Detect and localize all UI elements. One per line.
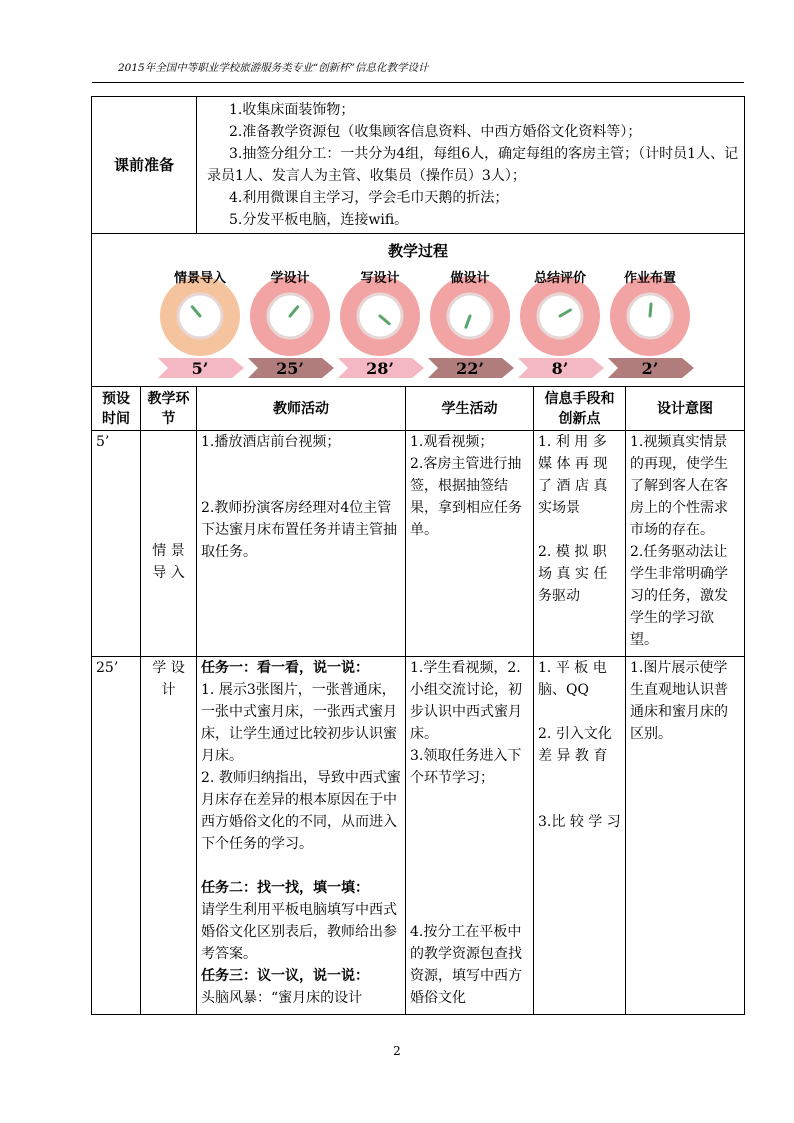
prep-list [197,97,745,234]
teacher-activity: 请学生利用平板电脑填写中西式婚俗文化区别表后，教师给出参考答案。 [201,902,398,962]
page-number: 2 [393,1044,401,1058]
process-stage [518,270,604,378]
prep-item: 3.抽签分组分工：一共分为4组，每组6人，确定每组的客房主管；（计时员1人、记录员1人、发言人为主管、收集员（操作员）3人）； [207,146,739,184]
student-activity: 3.领取任务进入下个环节学习； [410,748,522,786]
intent-item: 1.图片展示使学生直观地认识普通床和蜜月床的区别。 [630,660,729,742]
process-stage [248,270,334,378]
student-activity: 2.客房主管进行抽签，根据抽签结果，拿到相应任务单。 [410,456,523,538]
row2-tech [534,657,626,1015]
stage-time: 22’ [456,359,484,378]
teacher-activity: 2. 教师归纳指出，导致中西式蜜月床存在差异的根本原因在于中西方婚俗文化的不同，从而进入下个任务的学习。 [201,770,401,852]
row1-intent [626,431,745,657]
prep-item: 1.收集床面装饰物； [229,102,355,118]
prep-label: 课前准备 [92,97,197,234]
stage-label: 学设计 [270,271,310,286]
col-student: 学生活动 [406,387,534,431]
stage-time: 28’ [366,359,394,378]
col-tech: 信息手段和创新点 [534,387,626,431]
tech-item: 2. 引入文化 差 异 教 育 [538,726,612,764]
process-stage [428,270,514,378]
row1-section: 情 景 导 入 [141,431,197,657]
process-stage [338,270,424,378]
intent-item: 2.任务驱动法让学生非常明确学习的任务，激发学生的学习欲望。 [630,544,729,648]
row2-intent [626,657,745,1015]
process-title: 教学过程 [388,242,449,260]
teacher-activity: 头脑风暴：“蜜月床的设计 [201,990,363,1006]
clock-hand-icon [650,304,651,316]
tech-item: 1. 平 板 电 脑、QQ [538,660,607,698]
row1-teacher [197,431,406,657]
process-stage [158,270,244,378]
task-title: 任务一：看一看，说一说： [201,660,370,676]
prep-item: 5.分发平板电脑，连接wifi。 [229,212,409,228]
col-teacher: 教师活动 [197,387,406,431]
tech-item: 2. 模 拟 职 场 真 实 任 务驱动 [538,544,608,604]
stage-time: 8’ [551,359,569,378]
row1-tech [534,431,626,657]
teacher-activity: 1.播放酒店前台视频； [201,434,341,450]
stage-label: 情景导入 [173,271,227,286]
stage-time: 5’ [191,359,209,378]
page-header: 2015年全国中等职业学校旅游服务类专业“创新杯”信息化教学设计 [118,62,429,74]
process-cell [92,234,745,387]
intent-item: 1.视频真实情景的再现，使学生了解到客人在客房上的个性需求市场的存在。 [630,434,729,538]
task-title: 任务二：找一找，填一填： [201,880,370,896]
student-activity: 4.按分工在平板中的教学资源包查找资源，填写中西方婚俗文化 [410,924,523,1006]
tech-item: 1. 利 用 多 媒 体 再 现 了 酒 店 真 实场景 [538,434,608,516]
task-title: 任务三：议一议，说一说： [201,968,370,984]
row2-teacher [197,657,406,1015]
stage-label: 写设计 [360,271,400,286]
teacher-activity: 1. 展示3张图片，一张普通床，一张中式蜜月床，一张西式蜜月床，让学生通过比较初步认识蜜月床。 [201,682,398,764]
tech-item: 3.比 较 学 习 [538,814,621,830]
student-activity: 1.学生看视频，2.小组交流讨论，初步认识中西式蜜月床。 [410,660,523,742]
process-stage [608,270,694,378]
stage-label: 做设计 [450,271,490,286]
col-intent: 设计意图 [626,387,745,431]
row2-student [406,657,534,1015]
stage-time: 2’ [641,359,659,378]
row1-student [406,431,534,657]
header-rule [92,82,744,83]
teacher-activity: 2.教师扮演客房经理对4位主管下达蜜月床布置任务并请主管抽取任务。 [201,500,398,560]
col-time: 预设时间 [92,387,141,431]
stage-label: 作业布置 [623,271,677,286]
lesson-plan-table [91,96,745,1015]
row2-time: 25’ [92,657,141,1015]
prep-item: 4.利用微课自主学习，学会毛巾天鹅的折法； [229,190,509,206]
student-activity: 1.观看视频； [410,434,494,450]
stage-time: 25’ [276,359,304,378]
prep-item: 2.准备教学资源包（收集顾客信息资料、中西方婚俗文化资料等）； [229,124,642,140]
row1-time: 5’ [92,431,141,657]
row2-section: 学 设 计 [141,657,197,1015]
stage-label: 总结评价 [533,271,587,286]
col-section: 教学环节 [141,387,197,431]
process-diagram [152,264,712,382]
